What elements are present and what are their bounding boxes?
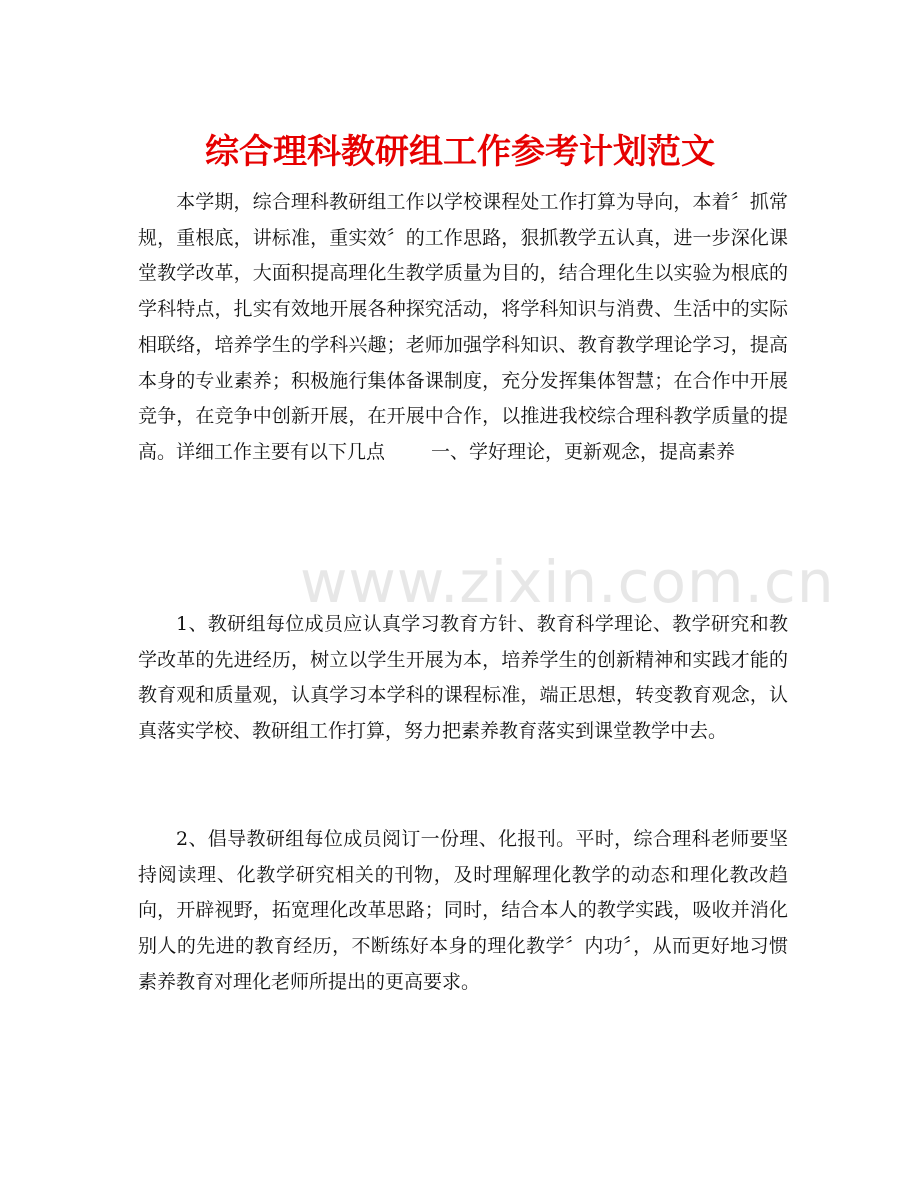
watermark: www.zixin.com.cn <box>300 548 835 616</box>
item-2-text: 2、倡导教研组每位成员阅订一份理、化报刊。平时，综合理科老师要坚持阅读理、化教学研究相关的刊物，及时理解理化教学的动态和理化教改趋向，开辟视野，拓宽理化改革思路；同时，结合本人的教学实践，吸收并消化别人的先进的教育经历，不断练好本身的理化教学〞内功〞，从而更好地习惯素养教育对理化老师所提出的更高要求。 <box>138 828 788 993</box>
intro-paragraph <box>138 185 788 471</box>
intro-text: 本学期，综合理科教研组工作以学校课程处工作打算为导向，本着〞抓常规，重根底，讲标准，重实效〞的工作思路，狠抓教学五认真，进一步深化课堂教学改革，大面积提高理化生教学质量为目的，结合理化生以实验为根底的学科特点，扎实有效地开展各种探究活动，将学科知识与消费、生活中的实际相联络，培养学生的学科兴趣；老师加强学科知识、教育教学理论学习，提高本身的专业素养；积极施行集体备课制度，充分发挥集体智慧；在合作中开展竞争，在竞争中创新开展，在开展中合作，以推进我校综合理科教学质量的提高。详细工作主要有以下几点 <box>138 191 788 463</box>
item-1-paragraph <box>138 607 788 750</box>
document-title: 综合理科教研组工作参考计划范文 <box>205 132 715 172</box>
item-2-paragraph <box>138 822 788 1001</box>
section-heading: 一、学好理论，更新观念，提高素养 <box>431 440 736 463</box>
item-1-text: 1、教研组每位成员应认真学习教育方针、教育科学理论、教学研究和教学改革的先进经历，树立以学生开展为本，培养学生的创新精神和实践才能的教育观和质量观，认真学习本学科的课程标准，端正思想，转变教育观念，认真落实学校、教研组工作打算，努力把素养教育落实到课堂教学中去。 <box>138 613 788 743</box>
